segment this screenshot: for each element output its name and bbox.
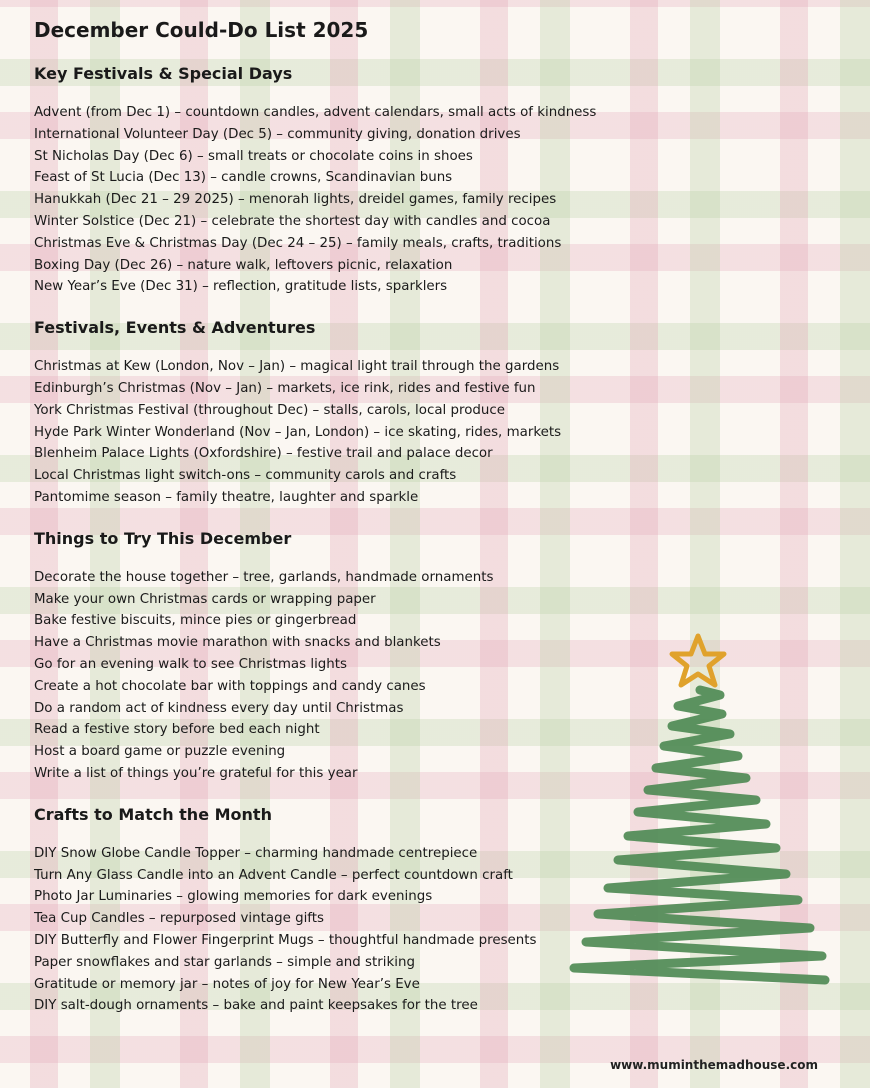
list-item: Do a random act of kindness every day until Christmas: [34, 700, 404, 716]
list-item: DIY Butterfly and Flower Fingerprint Mugs – thoughtful handmade presents: [34, 932, 537, 948]
list-item: New Year’s Eve (Dec 31) – reflection, gratitude lists, sparklers: [34, 279, 448, 295]
section-heading: Things to Try This December: [34, 528, 292, 548]
list-item: Pantomime season – family theatre, laughter and sparkle: [34, 489, 419, 505]
list-item: Gratitude or memory jar – notes of joy for New Year’s Eve: [34, 976, 420, 992]
list-item: Read a festive story before bed each night: [34, 722, 320, 738]
list-item: Christmas at Kew (London, Nov – Jan) – magical light trail through the gardens: [34, 359, 560, 375]
list-item: Bake festive biscuits, mince pies or gingerbread: [34, 613, 357, 629]
page-title: December Could-Do List 2025: [34, 18, 369, 42]
tree-squiggle: [574, 690, 825, 980]
section-heading: Festivals, Events & Adventures: [34, 318, 316, 338]
list-item: DIY Snow Globe Candle Topper – charming handmade centrepiece: [34, 845, 478, 861]
list-item: Christmas Eve & Christmas Day (Dec 24 – 25) – family meals, crafts, traditions: [34, 235, 562, 251]
list-item: Hanukkah (Dec 21 – 29 2025) – menorah lights, dreidel games, family recipes: [34, 192, 557, 208]
list-item: Winter Solstice (Dec 21) – celebrate the shortest day with candles and cocoa: [34, 213, 551, 229]
list-item: Decorate the house together – tree, garlands, handmade ornaments: [34, 569, 494, 585]
list-item: St Nicholas Day (Dec 6) – small treats or chocolate coins in shoes: [34, 148, 473, 164]
list-item: Turn Any Glass Candle into an Advent Candle – perfect countdown craft: [34, 867, 513, 883]
list-item: Advent (from Dec 1) – countdown candles, advent calendars, small acts of kindness: [34, 105, 597, 120]
list-item: Photo Jar Luminaries – glowing memories for dark evenings: [34, 889, 433, 905]
list-item: Tea Cup Candles – repurposed vintage gifts: [34, 911, 324, 927]
list-item: Go for an evening walk to see Christmas lights: [34, 656, 348, 672]
list-item: Blenheim Palace Lights (Oxfordshire) – festive trail and palace decor: [34, 446, 493, 462]
list-item: Hyde Park Winter Wonderland (Nov – Jan, London) – ice skating, rides, markets: [34, 424, 562, 440]
item-list: [34, 102, 834, 298]
section-1: [34, 62, 834, 298]
list-item: Feast of St Lucia (Dec 13) – candle crowns, Scandinavian buns: [34, 170, 453, 186]
list-item: International Volunteer Day (Dec 5) – community giving, donation drives: [34, 126, 521, 142]
list-item: Host a board game or puzzle evening: [34, 744, 286, 760]
list-item: Boxing Day (Dec 26) – nature walk, leftovers picnic, relaxation: [34, 257, 453, 273]
list-item: Create a hot chocolate bar with toppings and candy canes: [34, 678, 426, 694]
section-heading: Crafts to Match the Month: [34, 804, 272, 824]
list-item: Edinburgh’s Christmas (Nov – Jan) – markets, ice rink, rides and festive fun: [34, 380, 536, 396]
section-2: [34, 316, 834, 509]
list-item: Local Christmas light switch-ons – community carols and crafts: [34, 468, 457, 484]
list-item: Paper snowflakes and star garlands – simple and striking: [34, 954, 415, 970]
section-heading: Key Festivals & Special Days: [34, 64, 293, 83]
website-url: www.muminthemadhouse.com: [610, 1058, 818, 1072]
list-item: York Christmas Festival (throughout Dec) – stalls, carols, local produce: [34, 402, 506, 418]
list-item: Have a Christmas movie marathon with snacks and blankets: [34, 635, 441, 651]
list-item: Make your own Christmas cards or wrapping paper: [34, 591, 376, 607]
item-list: [34, 356, 834, 509]
christmas-tree-icon: [560, 630, 835, 990]
star-icon: [672, 636, 724, 685]
list-item: DIY salt-dough ornaments – bake and paint keepsakes for the tree: [34, 998, 478, 1014]
list-item: Write a list of things you’re grateful for this year: [34, 765, 358, 781]
